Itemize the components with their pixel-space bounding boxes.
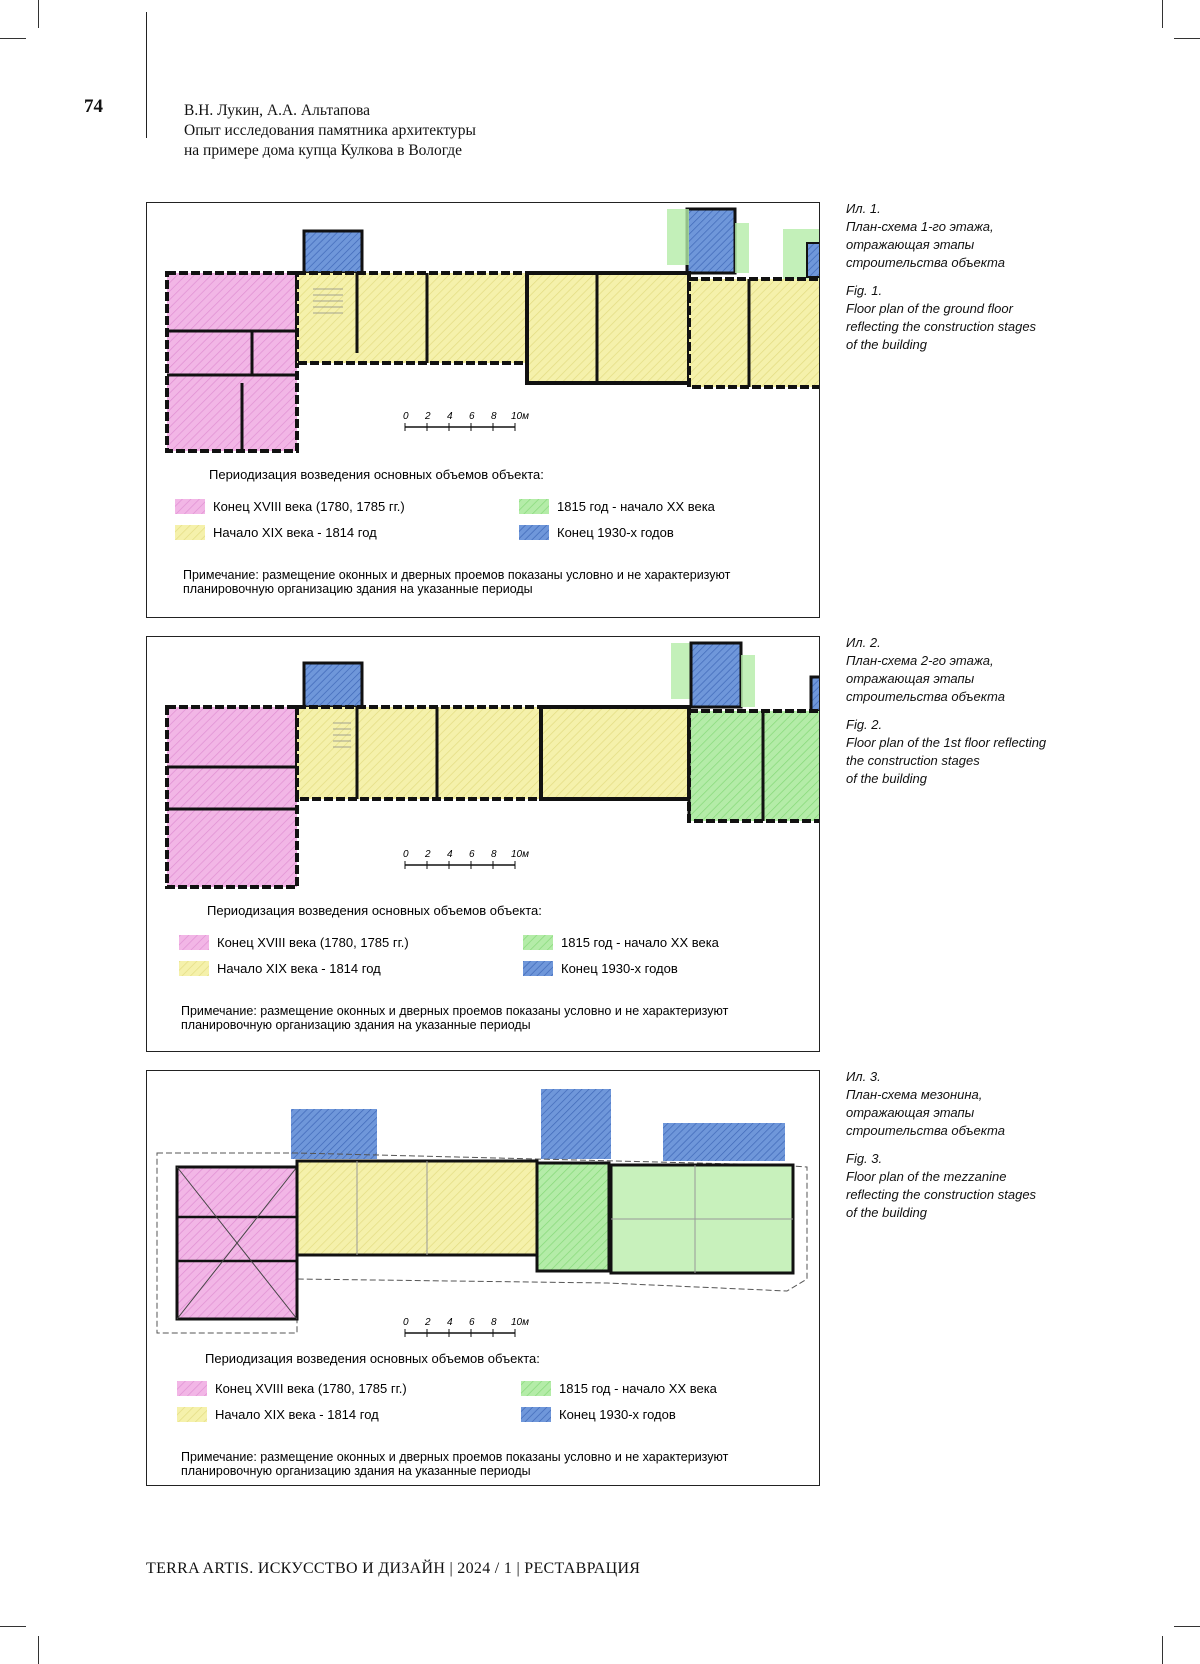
floor-plan-drawing <box>147 1071 819 1485</box>
crop-mark <box>1162 0 1163 28</box>
legend-note: планировочную организацию здания на указанные периоды <box>181 1018 531 1032</box>
legend-label: Конец 1930-х годов <box>557 525 674 540</box>
legend-swatch-green <box>519 499 549 514</box>
caption-line: Floor plan of the 1st floor reflecting <box>846 735 1047 750</box>
legend-label: Конец 1930-х годов <box>561 961 678 976</box>
crop-mark <box>38 1636 39 1664</box>
caption-line: of the building <box>846 1205 927 1220</box>
legend-label: Конец 1930-х годов <box>559 1407 676 1422</box>
figure-3-caption <box>846 1068 1076 1222</box>
article-title-line-1: Опыт исследования памятника архитектуры <box>184 122 476 139</box>
legend-swatch-blue <box>523 961 553 976</box>
scale-tick: 6 <box>469 411 475 422</box>
scale-tick: 4 <box>447 849 453 860</box>
crop-mark <box>1174 38 1200 39</box>
caption-line: План-схема 1-го этажа, <box>846 219 994 234</box>
caption-line: Fig. 2. <box>846 717 883 732</box>
legend-label: Конец XVIII века (1780, 1785 гг.) <box>215 1381 407 1396</box>
article-title-line-2: на примере дома купца Кулкова в Вологде <box>184 142 463 159</box>
legend-label: 1815 год - начало XX века <box>559 1381 717 1396</box>
legend-swatch-pink <box>179 935 209 950</box>
legend-label: Начало XIX века - 1814 год <box>213 525 377 540</box>
caption-line: of the building <box>846 771 927 786</box>
caption-line: the construction stages <box>846 753 980 768</box>
legend-swatch-yellow <box>175 525 205 540</box>
legend-label: Начало XIX века - 1814 год <box>217 961 381 976</box>
scale-tick: 2 <box>425 1317 431 1328</box>
legend-swatch-blue <box>519 525 549 540</box>
scale-bar <box>403 411 529 431</box>
scale-tick: 0 <box>403 849 409 860</box>
scale-tick: 10м <box>511 849 529 860</box>
caption-line: отражающая этапы <box>846 237 975 252</box>
caption-line: Fig. 3. <box>846 1151 883 1166</box>
caption-line: План-схема мезонина, <box>846 1087 983 1102</box>
legend-note: планировочную организацию здания на указанные периоды <box>181 1464 531 1478</box>
floor-plan-drawing <box>147 637 819 1051</box>
caption-line: Ил. 2. <box>846 635 881 650</box>
scale-bar <box>403 849 529 869</box>
legend-label: Конец XVIII века (1780, 1785 гг.) <box>217 935 409 950</box>
caption-line: отражающая этапы <box>846 671 975 686</box>
figure-2-caption <box>846 634 1076 788</box>
scale-tick: 10м <box>511 411 529 422</box>
legend-swatch-blue <box>521 1407 551 1422</box>
crop-mark <box>0 1626 26 1627</box>
scale-tick: 8 <box>491 849 497 860</box>
caption-line: reflecting the construction stages <box>846 1187 1037 1202</box>
legend-note: Примечание: размещение оконных и дверных проемов показаны условно и не характеризуют <box>181 1004 729 1018</box>
crop-mark <box>1174 1626 1200 1627</box>
caption-line: Floor plan of the mezzanine <box>846 1169 1007 1184</box>
caption-line: reflecting the construction stages <box>846 319 1037 334</box>
legend-label: 1815 год - начало XX века <box>557 499 715 514</box>
legend-title: Периодизация возведения основных объемов объекта: <box>205 1351 540 1366</box>
crop-mark <box>38 0 39 28</box>
figure-1-floor-plan <box>146 202 820 618</box>
legend-swatch-green <box>521 1381 551 1396</box>
header-divider <box>146 12 147 138</box>
figure-1-caption <box>846 200 1076 354</box>
floor-plan-drawing <box>147 203 819 617</box>
scale-tick: 6 <box>469 849 475 860</box>
legend-title: Периодизация возведения основных объемов объекта: <box>207 903 542 918</box>
caption-line: отражающая этапы <box>846 1105 975 1120</box>
legend-title: Периодизация возведения основных объемов объекта: <box>209 467 544 482</box>
caption-line: Ил. 3. <box>846 1069 881 1084</box>
scale-tick: 2 <box>425 849 431 860</box>
caption-line: строительства объекта <box>846 689 1005 704</box>
page-number: 74 <box>84 96 103 117</box>
scale-tick: 6 <box>469 1317 475 1328</box>
authors: В.Н. Лукин, А.А. Альтапова <box>184 102 370 119</box>
scale-tick: 2 <box>425 411 431 422</box>
legend-swatch-pink <box>175 499 205 514</box>
scale-tick: 0 <box>403 1317 409 1328</box>
scale-bar <box>403 1317 529 1337</box>
running-head <box>184 101 476 161</box>
scale-tick: 8 <box>491 411 497 422</box>
legend-label: Конец XVIII века (1780, 1785 гг.) <box>213 499 405 514</box>
caption-line: строительства объекта <box>846 1123 1005 1138</box>
scale-tick: 8 <box>491 1317 497 1328</box>
figure-2-floor-plan <box>146 636 820 1052</box>
caption-line: строительства объекта <box>846 255 1005 270</box>
legend-swatch-yellow <box>179 961 209 976</box>
caption-line: Fig. 1. <box>846 283 883 298</box>
legend-label: 1815 год - начало XX века <box>561 935 719 950</box>
caption-line: Ил. 1. <box>846 201 881 216</box>
scale-tick: 10м <box>511 1317 529 1328</box>
legend-swatch-pink <box>177 1381 207 1396</box>
caption-line: План-схема 2-го этажа, <box>846 653 994 668</box>
legend-note: планировочную организацию здания на указанные периоды <box>183 582 533 596</box>
scale-tick: 4 <box>447 411 453 422</box>
crop-mark <box>1162 1636 1163 1664</box>
legend-note: Примечание: размещение оконных и дверных проемов показаны условно и не характеризуют <box>181 1450 729 1464</box>
caption-line: of the building <box>846 337 927 352</box>
caption-line: Floor plan of the ground floor <box>846 301 1013 316</box>
legend-swatch-green <box>523 935 553 950</box>
crop-mark <box>0 38 26 39</box>
legend-note: Примечание: размещение оконных и дверных проемов показаны условно и не характеризуют <box>183 568 731 582</box>
legend-label: Начало XIX века - 1814 год <box>215 1407 379 1422</box>
journal-footer: TERRA ARTIS. ИСКУССТВО И ДИЗАЙН | 2024 / 1 | РЕСТАВРАЦИЯ <box>146 1560 641 1577</box>
legend-swatch-yellow <box>177 1407 207 1422</box>
figure-3-floor-plan <box>146 1070 820 1486</box>
scale-tick: 4 <box>447 1317 453 1328</box>
scale-tick: 0 <box>403 411 409 422</box>
